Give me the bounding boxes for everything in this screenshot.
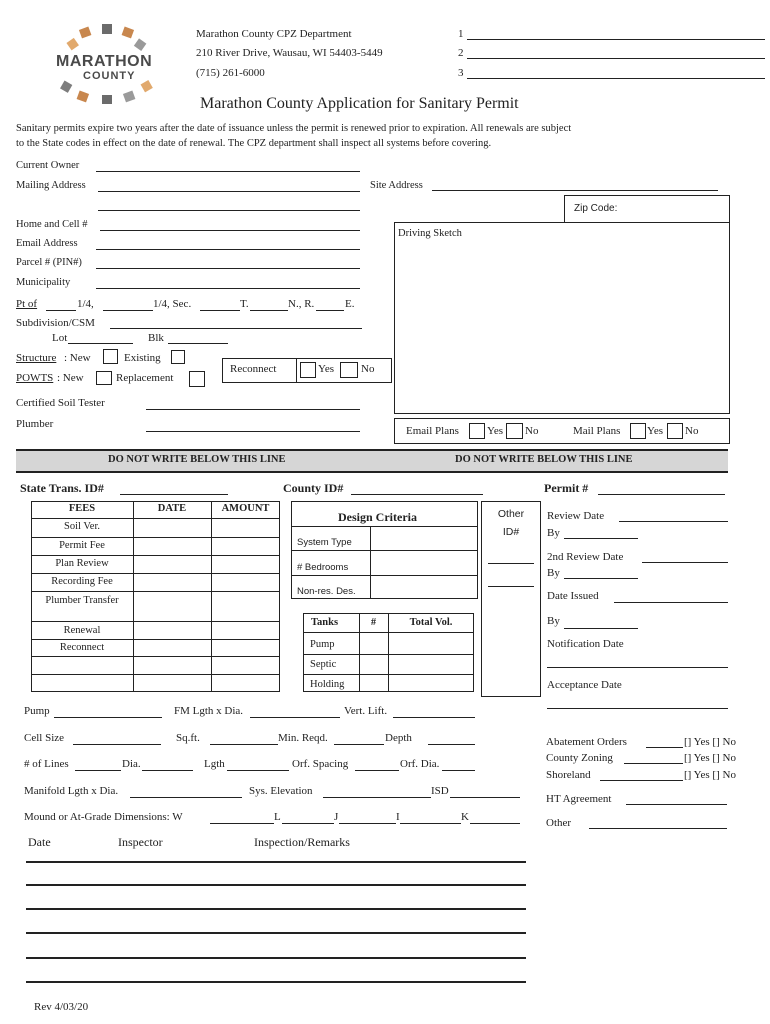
lot-label: Lot [52, 332, 68, 344]
subdivision-label: Subdivision/CSM [16, 317, 95, 329]
quarter-label-2: 1/4, Sec. [153, 298, 192, 310]
isd-label: ISD [431, 785, 449, 797]
intro-text-1: Sanitary permits expire two years after the date of issuance unless the permit is renewed prior to expiration. All renewals are subject [16, 123, 572, 134]
mound-k-field[interactable] [470, 823, 520, 824]
home-cell-label: Home and Cell # [16, 219, 88, 230]
dept-address: 210 River Drive, Wausau, WI 54403-5449 [196, 47, 383, 59]
orf-dia-label: Orf. Dia. [400, 758, 440, 770]
fee-row-label: Plan Review [55, 558, 109, 569]
county-logo [50, 20, 160, 106]
orf-dia-field[interactable] [442, 770, 475, 771]
other-id-label-2: ID# [502, 526, 520, 538]
dia-label: Dia. [122, 758, 141, 770]
structure-label: Structure [16, 352, 57, 364]
design-row-line [291, 550, 478, 551]
quarter-label-1: 1/4, [77, 298, 94, 310]
email-plans-label: Email Plans [406, 425, 459, 437]
email-plans-no-label: No [525, 425, 539, 437]
other-field[interactable] [589, 828, 727, 829]
sqft-label: Sq.ft. [176, 732, 200, 744]
header-line-2[interactable] [467, 58, 765, 59]
fees-row-line [31, 555, 280, 556]
tanks-row-label: Pump [310, 639, 335, 650]
permit-number-field[interactable] [598, 494, 725, 495]
second-review-field[interactable] [642, 562, 728, 563]
tanks-row-line [303, 654, 474, 655]
other-label: Other [546, 817, 572, 829]
other-id-field-2[interactable] [488, 586, 534, 587]
isd-field[interactable] [450, 797, 520, 798]
tanks-header-volume: Total Vol. [409, 617, 453, 628]
fm-length-field[interactable] [250, 717, 340, 718]
email-plans-no-checkbox[interactable] [506, 423, 523, 439]
mound-j-field[interactable] [339, 823, 396, 824]
fees-header-amount: AMOUNT [221, 503, 270, 514]
inspection-line[interactable] [26, 932, 526, 934]
plumber-label: Plumber [16, 418, 54, 430]
state-trans-label: State Trans. ID# [20, 481, 104, 495]
mailing-address-field-2[interactable] [98, 210, 360, 211]
fee-row-label: Soil Ver. [64, 521, 100, 532]
orf-spacing-label: Orf. Spacing [292, 758, 349, 770]
fees-row-line [31, 621, 280, 622]
inspector-header: Inspector [118, 835, 163, 849]
design-row-label: Non-res. Des. [297, 586, 356, 597]
fee-row-label: Recording Fee [51, 576, 113, 587]
reconnect-yes-label: Yes [318, 363, 335, 375]
design-row-label: # Bedrooms [297, 562, 349, 573]
fees-col-divider-2 [211, 501, 212, 692]
mound-k-label: K [461, 811, 469, 823]
powts-new-label: : New [57, 372, 84, 384]
email-address-label: Email Address [16, 238, 78, 249]
sys-elevation-field[interactable] [323, 797, 431, 798]
header-line-1[interactable] [467, 39, 765, 40]
line-number-2: 2 [458, 47, 464, 59]
soil-tester-label: Certified Soil Tester [16, 397, 105, 409]
notification-date-label: Notification Date [547, 638, 624, 650]
mail-plans-yes-checkbox[interactable] [630, 423, 646, 439]
township-label: T. [240, 298, 249, 310]
county-zoning-label: County Zoning [546, 752, 613, 764]
vert-lift-field[interactable] [393, 717, 475, 718]
parcel-field[interactable] [96, 268, 360, 269]
page-title: Marathon County Application for Sanitary Permit [200, 95, 519, 112]
design-row-line [291, 526, 478, 527]
tanks-row-label: Holding [310, 679, 345, 690]
inspection-date-header: Date [28, 835, 51, 849]
vert-lift-label: Vert. Lift. [344, 705, 388, 717]
sys-elevation-label: Sys. Elevation [249, 785, 313, 797]
powts-label: POWTS [16, 372, 54, 384]
zip-code-label: Zip Code: [574, 203, 618, 214]
powts-replacement-checkbox[interactable] [189, 371, 205, 387]
fees-row-line [31, 518, 280, 519]
powts-replacement-label: Replacement [116, 372, 174, 384]
mound-w-field[interactable] [210, 823, 274, 824]
design-col-divider [370, 526, 371, 599]
mound-j-label: J [334, 811, 339, 823]
fees-row-line [31, 591, 280, 592]
driving-sketch-box[interactable] [394, 222, 730, 414]
lgth-label: Lgth [204, 758, 225, 770]
section-field[interactable] [200, 310, 240, 311]
mail-plans-no-checkbox[interactable] [667, 423, 683, 439]
inspection-line[interactable] [26, 861, 526, 863]
min-reqd-field[interactable] [334, 744, 384, 745]
do-not-write-right: DO NOT WRITE BELOW THIS LINE [455, 454, 633, 465]
municipality-field[interactable] [96, 288, 360, 289]
notification-date-field[interactable] [547, 667, 728, 668]
fee-row-label: Plumber Transfer [45, 595, 119, 606]
inspection-line[interactable] [26, 884, 526, 886]
cell-size-field[interactable] [73, 744, 161, 745]
current-owner-label: Current Owner [16, 160, 80, 171]
fees-header-date: DATE [157, 503, 187, 514]
soil-tester-field[interactable] [146, 409, 360, 410]
permit-number-label: Permit # [544, 481, 589, 495]
parcel-label: Parcel # (PIN#) [16, 257, 82, 268]
fm-length-label: FM Lgth x Dia. [174, 705, 244, 717]
mailing-address-label: Mailing Address [16, 180, 86, 191]
shoreland-yes-no[interactable]: [] Yes [] No [684, 769, 736, 781]
email-plans-yes-label: Yes [487, 425, 504, 437]
depth-label: Depth [385, 732, 412, 744]
design-criteria-title: Design Criteria [338, 510, 417, 524]
do-not-write-left: DO NOT WRITE BELOW THIS LINE [108, 454, 286, 465]
mail-plans-no-label: No [685, 425, 699, 437]
design-row-label: System Type [297, 537, 352, 548]
acceptance-date-label: Acceptance Date [547, 679, 622, 691]
tanks-header-tanks: Tanks [311, 617, 339, 628]
mound-i-field[interactable] [400, 823, 461, 824]
county-id-label: County ID# [283, 481, 344, 495]
date-issued-field[interactable] [614, 602, 728, 603]
mound-i-label: I [396, 811, 400, 823]
pump-field[interactable] [54, 717, 162, 718]
review-by-field[interactable] [564, 538, 638, 539]
reconnect-no-checkbox[interactable] [340, 362, 358, 378]
mailing-address-field[interactable] [98, 191, 360, 192]
fees-col-divider-1 [133, 501, 134, 692]
logo-text-marathon: MARATHON [56, 53, 153, 70]
inspection-line[interactable] [26, 908, 526, 910]
line-number-1: 1 [458, 28, 464, 40]
structure-new-label: : New [64, 352, 91, 364]
abatement-label: Abatement Orders [546, 736, 627, 748]
quarter-field-1[interactable] [103, 310, 153, 311]
reconnect-yes-checkbox[interactable] [300, 362, 316, 378]
reconnect-divider [296, 358, 297, 383]
date-issued-label: Date Issued [547, 590, 599, 602]
acceptance-date-field[interactable] [547, 708, 728, 709]
review-date-field[interactable] [619, 521, 728, 522]
sqft-field[interactable] [210, 744, 278, 745]
manifold-field[interactable] [130, 797, 242, 798]
township-field[interactable] [250, 310, 288, 311]
inspection-line[interactable] [26, 957, 526, 959]
site-address-field[interactable] [432, 190, 718, 191]
fee-row-label: Renewal [63, 625, 101, 636]
fees-header-fees: FEES [68, 503, 96, 514]
fees-row-line [31, 573, 280, 574]
issued-by-field[interactable] [564, 628, 638, 629]
lot-field[interactable] [68, 343, 133, 344]
block-label: Blk [148, 332, 164, 344]
num-lines-field[interactable] [75, 770, 121, 771]
pt-of-field[interactable] [46, 310, 76, 311]
review-date-label: Review Date [547, 510, 605, 522]
plumber-field[interactable] [146, 431, 360, 432]
other-id-field-1[interactable] [488, 563, 534, 564]
home-cell-field[interactable] [100, 230, 360, 231]
pump-label: Pump [24, 705, 50, 717]
shoreland-field[interactable] [600, 780, 683, 781]
intro-text-2: to the State codes in effect on the date of renewal. The CPZ department shall inspect all systems before covering. [16, 138, 492, 149]
fees-row-line [31, 674, 280, 675]
fee-row-label: Permit Fee [59, 540, 105, 551]
depth-field[interactable] [428, 744, 475, 745]
tanks-row-line [303, 632, 474, 633]
dept-name: Marathon County CPZ Department [196, 28, 352, 40]
ht-agreement-label: HT Agreement [546, 793, 612, 805]
logo-text-county: COUNTY [83, 70, 136, 82]
county-id-field[interactable] [351, 494, 483, 495]
review-by-label: By [547, 527, 560, 539]
subdivision-field[interactable] [110, 328, 362, 329]
line-number-3: 3 [458, 67, 464, 79]
header-line-3[interactable] [467, 78, 765, 79]
municipality-label: Municipality [16, 277, 71, 288]
mound-l-field[interactable] [282, 823, 334, 824]
inspection-remarks-header: Inspection/Remarks [254, 835, 350, 849]
shoreland-label: Shoreland [546, 769, 591, 781]
east-label: E. [345, 298, 355, 310]
num-lines-label: # of Lines [24, 758, 69, 770]
fees-row-line [31, 639, 280, 640]
mound-l-label: L [274, 811, 281, 823]
fee-row-label: Reconnect [59, 642, 105, 653]
range-label: N., R. [288, 298, 315, 310]
structure-new-checkbox[interactable] [103, 349, 118, 364]
manifold-label: Manifold Lgth x Dia. [24, 785, 119, 797]
fees-row-line [31, 656, 280, 657]
tanks-row-line [303, 674, 474, 675]
county-zoning-field[interactable] [624, 763, 683, 764]
mound-dimensions-label: Mound or At-Grade Dimensions: W [24, 811, 183, 823]
range-field[interactable] [316, 310, 344, 311]
lgth-field[interactable] [227, 770, 289, 771]
abatement-field[interactable] [646, 747, 683, 748]
mail-plans-yes-label: Yes [647, 425, 664, 437]
other-id-label: Other [497, 508, 525, 520]
dia-field[interactable] [142, 770, 193, 771]
abatement-yes-no[interactable]: [] Yes [] No [684, 736, 736, 748]
tanks-row-label: Septic [310, 659, 337, 670]
email-address-field[interactable] [96, 249, 360, 250]
second-review-by-label: By [547, 567, 560, 579]
structure-existing-checkbox[interactable] [171, 350, 185, 364]
current-owner-field[interactable] [96, 171, 360, 172]
ht-agreement-field[interactable] [626, 804, 727, 805]
revision-label: Rev 4/03/20 [34, 1001, 89, 1013]
block-field[interactable] [168, 343, 228, 344]
powts-new-checkbox[interactable] [96, 371, 112, 385]
state-trans-field[interactable] [120, 494, 228, 495]
tanks-header-number: # [370, 617, 377, 628]
county-zoning-yes-no[interactable]: [] Yes [] No [684, 752, 736, 764]
pt-of-label: Pt of [16, 298, 38, 310]
second-review-by-field[interactable] [564, 578, 638, 579]
structure-existing-label: Existing [124, 352, 161, 364]
cell-size-label: Cell Size [24, 732, 65, 744]
email-plans-yes-checkbox[interactable] [469, 423, 485, 439]
dept-phone: (715) 261-6000 [196, 67, 265, 79]
inspection-line[interactable] [26, 981, 526, 983]
driving-sketch-label: Driving Sketch [398, 228, 462, 239]
issued-by-label: By [547, 615, 560, 627]
second-review-label: 2nd Review Date [547, 551, 624, 563]
fees-row-line [31, 537, 280, 538]
mail-plans-label: Mail Plans [573, 425, 621, 437]
design-row-line [291, 575, 478, 576]
reconnect-no-label: No [361, 363, 375, 375]
reconnect-label: Reconnect [230, 363, 277, 375]
min-reqd-label: Min. Reqd. [278, 732, 328, 744]
orf-spacing-field[interactable] [355, 770, 399, 771]
site-address-label: Site Address [370, 180, 423, 191]
